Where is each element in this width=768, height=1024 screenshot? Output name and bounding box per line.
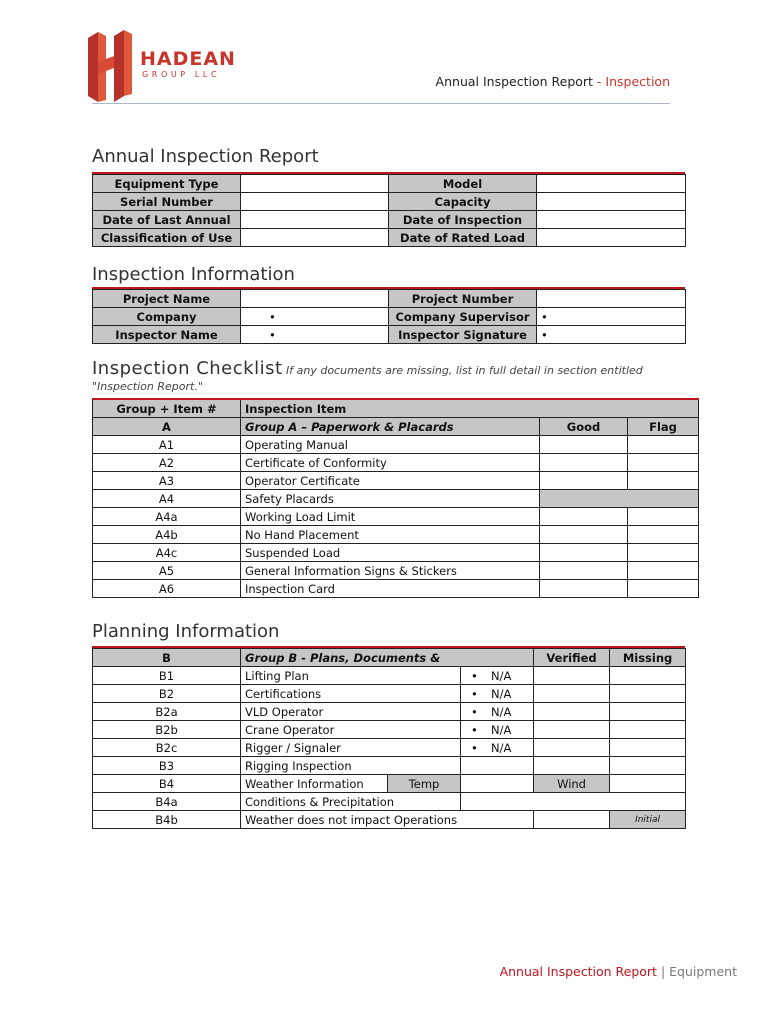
table-row (93, 721, 686, 739)
table-row (93, 811, 686, 829)
good-cell[interactable] (540, 472, 628, 489)
header-rule (92, 103, 670, 104)
item-name: VLD Operator (241, 703, 461, 721)
inspector-signature-field[interactable]: • (537, 326, 686, 344)
hadean-logo-icon (84, 28, 136, 106)
check-cells (540, 526, 699, 544)
table-row (93, 580, 699, 598)
item-name: Safety Placards (241, 490, 540, 508)
check-cells (540, 544, 699, 562)
table-row (93, 490, 699, 508)
table-row (93, 667, 686, 685)
inspector-signature-label: Inspector Signature (389, 326, 537, 344)
item-name: Suspended Load (241, 544, 540, 562)
table-row (93, 472, 699, 490)
table-row (93, 739, 686, 757)
checklist-note: If any documents are missing, list in full detail in section entitled "Inspection Report." (92, 364, 643, 393)
check-cells (540, 508, 699, 526)
item-name: Certificate of Conformity (241, 454, 540, 472)
table-row (93, 526, 699, 544)
flag-cell[interactable] (628, 454, 699, 472)
bullet-icon: • (471, 686, 478, 701)
table-row (93, 193, 686, 211)
item-code: A2 (93, 454, 241, 472)
verified-cell[interactable] (534, 703, 610, 721)
checklist-table (92, 398, 699, 598)
table-row (93, 308, 686, 326)
logo-subtitle: GROUP LLC (142, 70, 221, 79)
temp-label: Temp (388, 775, 461, 793)
table-row (93, 326, 686, 344)
empty-cell (461, 757, 534, 775)
item-code: B2 (93, 685, 241, 703)
footer-separator: | (656, 964, 670, 979)
flag-cell[interactable] (628, 472, 698, 489)
table-row (93, 703, 686, 721)
bullet-icon: • (471, 668, 478, 683)
check-cells (540, 580, 699, 598)
company-supervisor-label: Company Supervisor (389, 308, 537, 326)
item-code: B4 (93, 775, 241, 793)
na-option[interactable] (461, 703, 534, 721)
table-row (93, 562, 699, 580)
verified-cell[interactable] (534, 667, 610, 685)
inspection-date-label: Date of Inspection (389, 211, 537, 229)
item-code: B4a (93, 793, 241, 811)
wind-field[interactable] (610, 775, 686, 793)
check-cells (540, 472, 699, 490)
equipment-type-field[interactable] (241, 175, 389, 193)
serial-number-label: Serial Number (93, 193, 241, 211)
flag-header: Flag (628, 418, 699, 436)
table-row (93, 229, 686, 247)
last-annual-label: Date of Last Annual (93, 211, 241, 229)
company-logo (84, 28, 244, 108)
na-option[interactable] (461, 721, 534, 739)
good-cell[interactable] (540, 436, 628, 454)
item-name: Working Load Limit (241, 508, 540, 526)
item-name: General Information Signs & Stickers (241, 562, 540, 580)
logo-name: HADEAN (140, 48, 236, 70)
na-option[interactable] (461, 667, 534, 685)
table-row (93, 757, 686, 775)
company-supervisor-field[interactable]: • (537, 308, 686, 326)
verified-cell[interactable] (534, 685, 610, 703)
item-code: B2a (93, 703, 241, 721)
info-section-title: Inspection Information (92, 264, 295, 285)
footer-title: Annual Inspection Report (499, 964, 657, 979)
inspector-name-field[interactable]: • (241, 326, 389, 344)
item-code: A1 (93, 436, 241, 454)
table-row (93, 649, 686, 667)
verified-header: Verified (534, 649, 610, 667)
item-code: A5 (93, 562, 241, 580)
table-row (93, 290, 686, 308)
item-code: B4b (93, 811, 241, 829)
inspection-date-field[interactable] (537, 211, 686, 229)
missing-cell[interactable] (610, 739, 686, 757)
good-header: Good (540, 418, 628, 436)
checklist-heading (92, 358, 670, 395)
rated-load-field[interactable] (537, 229, 686, 247)
missing-cell[interactable] (610, 703, 686, 721)
na-label: N/A (491, 722, 512, 737)
company-field[interactable]: • (241, 308, 389, 326)
item-name: Rigging Inspection (241, 757, 461, 775)
verified-cell[interactable] (534, 739, 610, 757)
item-name: Weather Information (241, 775, 388, 793)
shaded-cell (540, 490, 699, 508)
item-name: Operator Certificate (241, 472, 540, 490)
item-name: Weather does not impact Operations (241, 811, 534, 829)
project-name-label: Project Name (93, 290, 241, 308)
table-row (93, 508, 699, 526)
table-row (93, 418, 699, 436)
table-row (93, 544, 699, 562)
header-title: Annual Inspection Report (435, 74, 593, 89)
na-option[interactable] (461, 685, 534, 703)
item-code: A4 (93, 490, 241, 508)
header-document-title (436, 74, 670, 89)
inspection-item-header: Inspection Item (241, 399, 699, 418)
equipment-type-label: Equipment Type (93, 175, 241, 193)
initial-cell[interactable]: Initial (610, 811, 686, 829)
good-cell[interactable] (540, 526, 628, 543)
flag-cell[interactable] (628, 580, 698, 597)
model-field[interactable] (537, 175, 686, 193)
conditions-field[interactable] (461, 793, 686, 811)
project-number-label: Project Number (389, 290, 537, 308)
na-label: N/A (491, 740, 512, 755)
rated-load-label: Date of Rated Load (389, 229, 537, 247)
flag-cell[interactable] (628, 562, 698, 579)
classification-field[interactable] (241, 229, 389, 247)
verified-cell[interactable] (534, 721, 610, 739)
check-cells (540, 562, 699, 580)
planning-section-title: Planning Information (92, 621, 280, 642)
planning-table (92, 648, 686, 829)
report-section-title: Annual Inspection Report (92, 146, 319, 167)
table-row (93, 399, 699, 418)
item-name: Rigger / Signaler (241, 739, 461, 757)
bullet-icon: • (471, 704, 478, 719)
weather-ok-field[interactable] (534, 811, 610, 829)
inspector-name-label: Inspector Name (93, 326, 241, 344)
good-cell[interactable] (540, 580, 628, 597)
group-b-name: Group B - Plans, Documents & (241, 649, 534, 667)
missing-cell[interactable] (610, 721, 686, 739)
table-row (93, 685, 686, 703)
page-footer (500, 964, 737, 979)
project-number-field[interactable] (537, 290, 686, 308)
na-label: N/A (491, 704, 512, 719)
flag-cell[interactable] (628, 544, 698, 561)
flag-cell[interactable] (628, 436, 699, 454)
na-option[interactable] (461, 739, 534, 757)
capacity-label: Capacity (389, 193, 537, 211)
item-name: Certifications (241, 685, 461, 703)
header-separator: - (592, 74, 606, 89)
flag-cell[interactable] (628, 508, 698, 525)
na-label: N/A (491, 668, 512, 683)
verified-cell[interactable] (534, 757, 610, 775)
missing-cell[interactable] (610, 757, 686, 775)
group-a-code: A (93, 418, 241, 436)
item-code: B2b (93, 721, 241, 739)
bullet-icon: • (471, 722, 478, 737)
model-label: Model (389, 175, 537, 193)
item-name: Inspection Card (241, 580, 540, 598)
inspection-info-table (92, 289, 686, 344)
group-b-code: B (93, 649, 241, 667)
equipment-table (92, 174, 686, 247)
item-name: Lifting Plan (241, 667, 461, 685)
good-cell[interactable] (540, 508, 628, 525)
item-name: Operating Manual (241, 436, 540, 454)
table-row (93, 175, 686, 193)
good-cell[interactable] (540, 454, 628, 472)
checklist-section-title: Inspection Checklist (92, 358, 283, 379)
item-name: No Hand Placement (241, 526, 540, 544)
bullet-icon: • (471, 740, 478, 755)
missing-cell[interactable] (610, 667, 686, 685)
item-code: A4b (93, 526, 241, 544)
item-code: B2c (93, 739, 241, 757)
item-code: B3 (93, 757, 241, 775)
capacity-field[interactable] (537, 193, 686, 211)
temp-field[interactable] (461, 775, 534, 793)
missing-header: Missing (610, 649, 686, 667)
classification-label: Classification of Use (93, 229, 241, 247)
wind-label: Wind (534, 775, 610, 793)
item-code: A3 (93, 472, 241, 490)
item-code: A4a (93, 508, 241, 526)
item-code: A6 (93, 580, 241, 598)
item-code: B1 (93, 667, 241, 685)
table-row (93, 436, 699, 454)
last-annual-field[interactable] (241, 211, 389, 229)
item-name: Conditions & Precipitation (241, 793, 461, 811)
good-cell[interactable] (540, 544, 628, 561)
project-name-field[interactable] (241, 290, 389, 308)
table-row (93, 211, 686, 229)
group-item-header: Group + Item # (93, 399, 241, 418)
table-row (93, 775, 686, 793)
serial-number-field[interactable] (241, 193, 389, 211)
footer-subtitle: Equipment (669, 964, 737, 979)
item-code: A4c (93, 544, 241, 562)
missing-cell[interactable] (610, 685, 686, 703)
header-subtitle: Inspection (605, 74, 670, 89)
good-cell[interactable] (540, 562, 628, 579)
na-label: N/A (491, 686, 512, 701)
table-row (93, 454, 699, 472)
flag-cell[interactable] (628, 526, 698, 543)
table-row (93, 793, 686, 811)
company-label: Company (93, 308, 241, 326)
item-name: Crane Operator (241, 721, 461, 739)
group-a-name: Group A – Paperwork & Placards (241, 418, 540, 436)
